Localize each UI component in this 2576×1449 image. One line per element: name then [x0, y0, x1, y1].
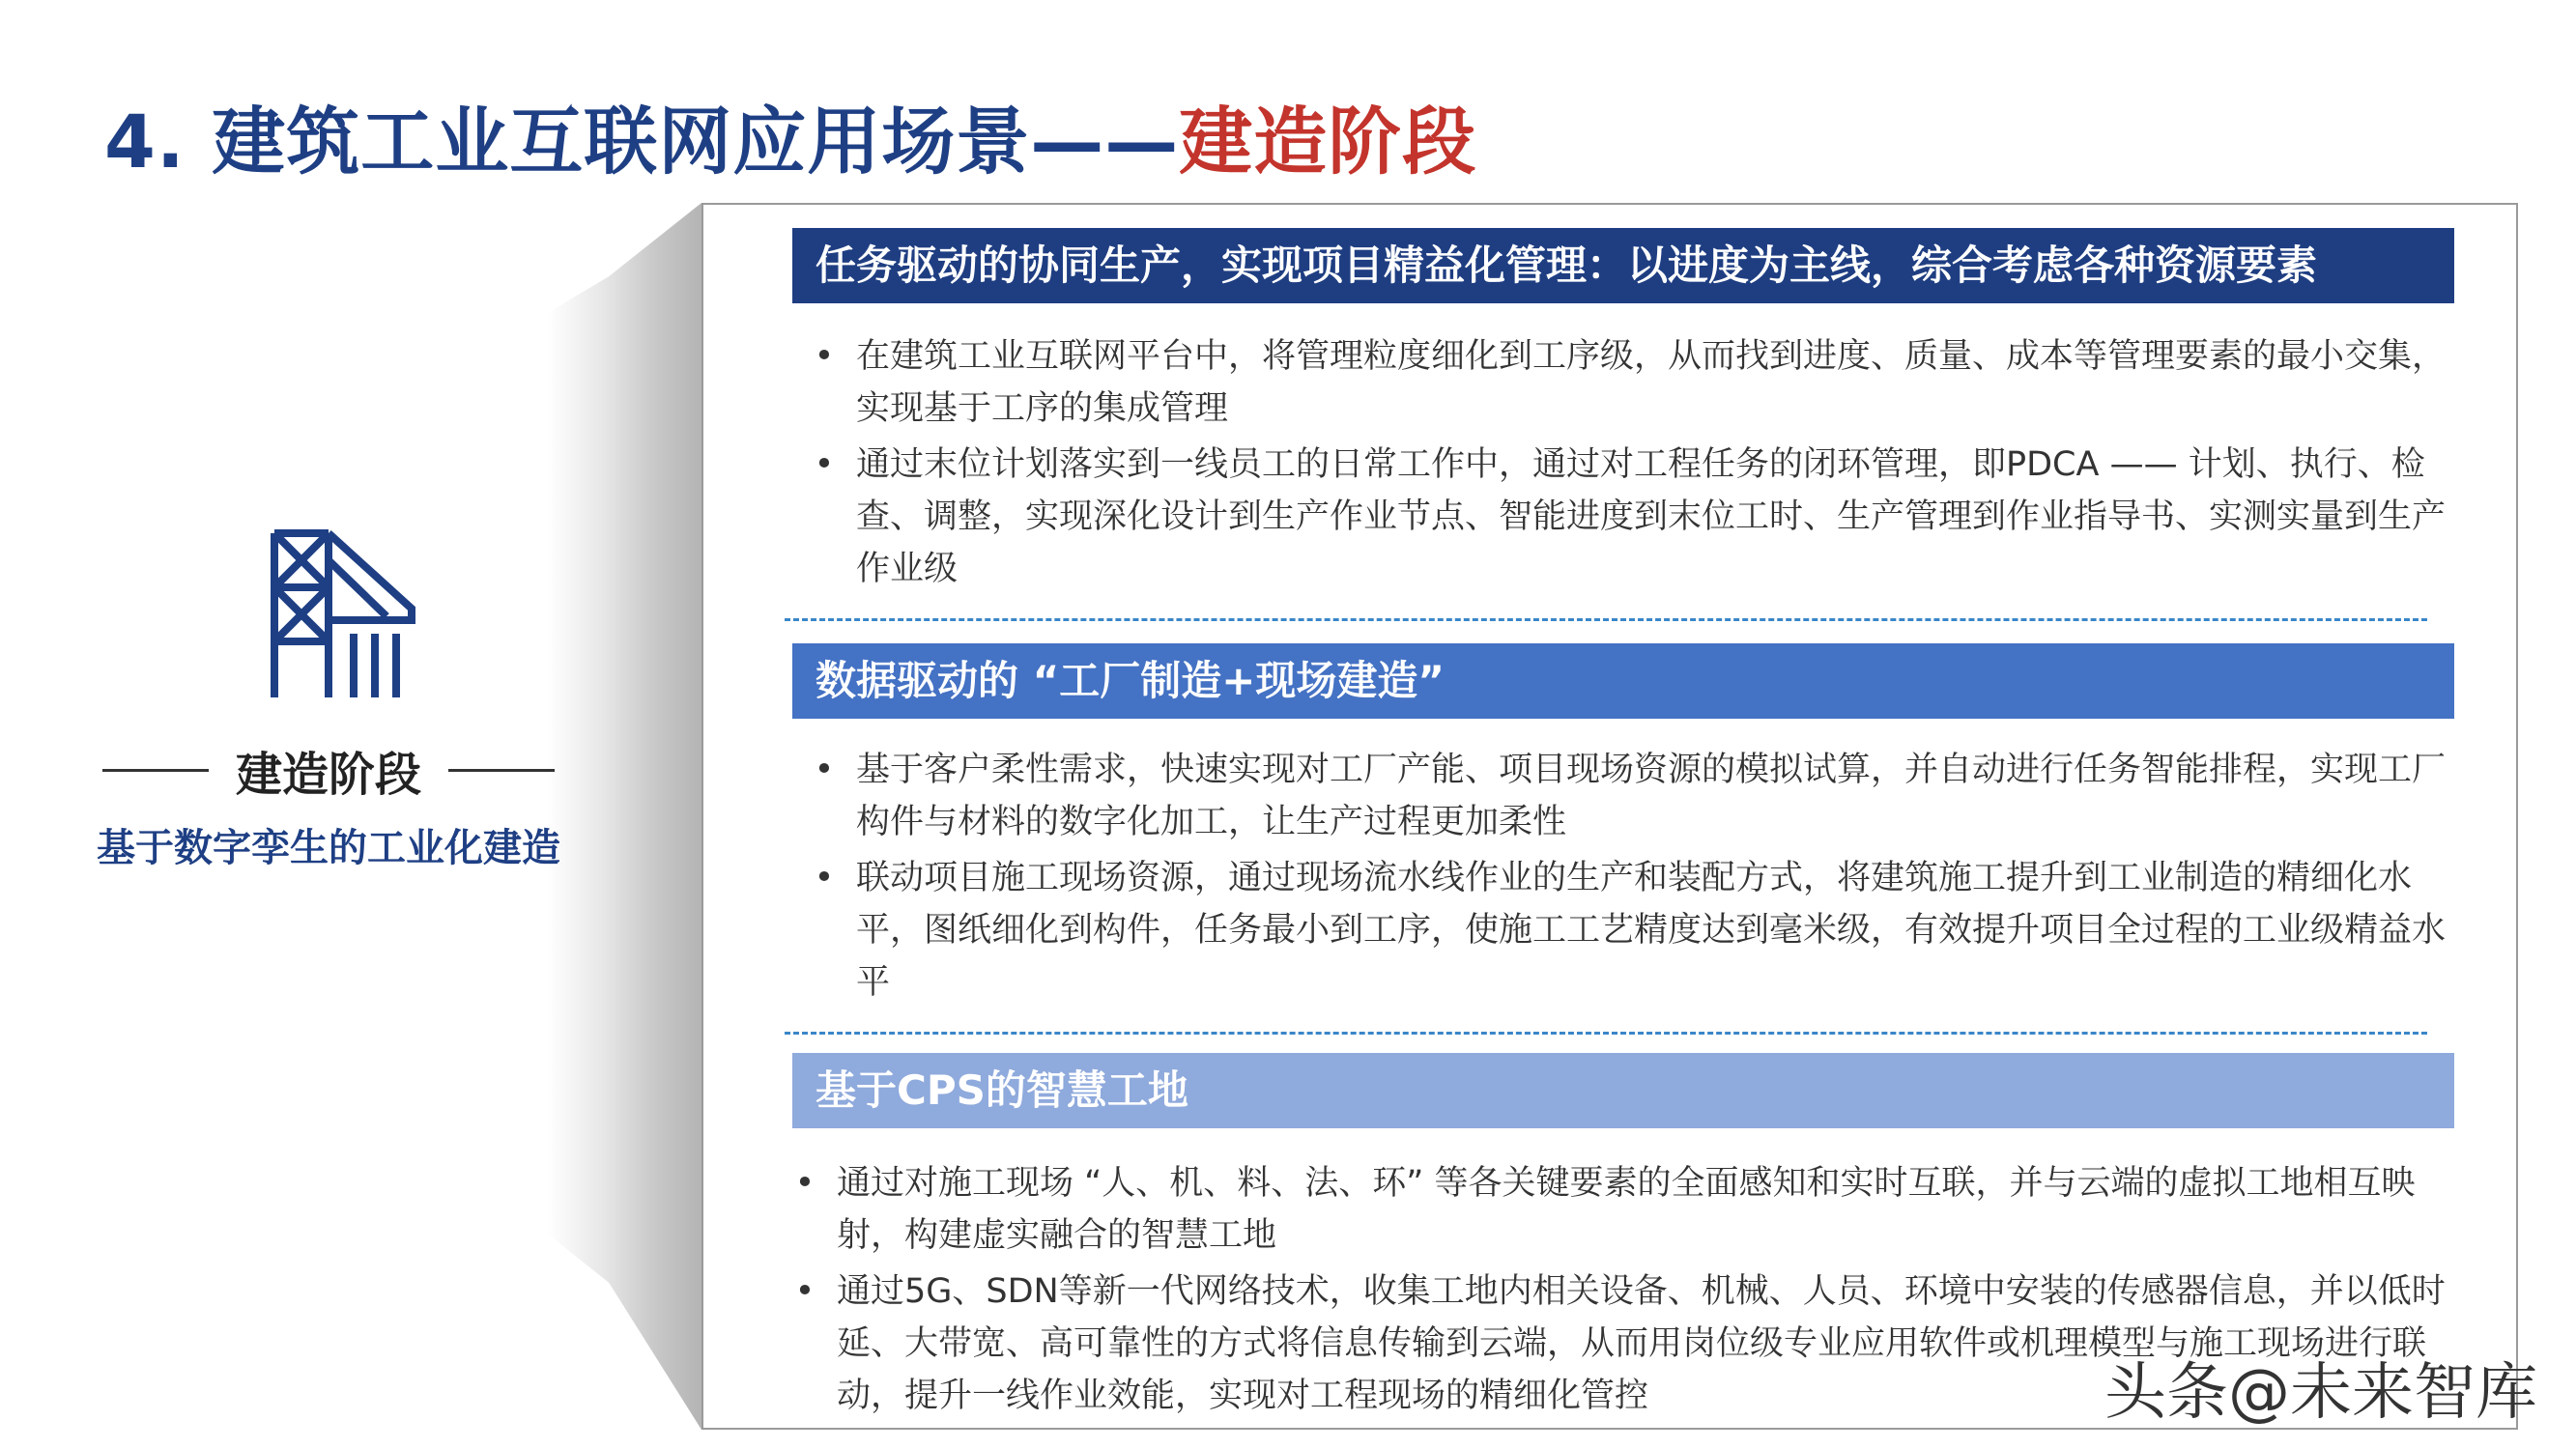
list-item — [773, 1157, 2454, 1262]
stage-line-left — [102, 769, 209, 772]
stage-line-right — [448, 769, 555, 772]
watermark-app: 头条 — [2104, 1357, 2228, 1429]
section-header-task-driven: 任务驱动的协同生产，实现项目精益化管理：以进度为主线，综合考虑各种资源要素 — [792, 228, 2454, 303]
crane-scaffold-icon — [267, 527, 421, 701]
stage-subtitle: 基于数字孪生的工业化建造 — [97, 826, 560, 870]
section-header-cps-site: 基于CPS的智慧工地 — [792, 1053, 2454, 1128]
list-item — [792, 439, 2454, 595]
bullet-text: 联动项目施工现场资源，通过现场流水线作业的生产和装配方式，将建筑施工提升到工业制造的精细化水平，图纸细化到构件，任务最小到工序，使施工工艺精度达到毫米级，有效提升项目全过程的工业级精益水平 — [856, 859, 2447, 1002]
bullet-dot: • — [814, 751, 835, 789]
list-item — [792, 330, 2454, 435]
gradient-panel — [547, 203, 701, 1430]
stage-title: 建造阶段 — [235, 747, 421, 802]
page-title-prefix: 4. 建筑工业互联网应用场景—— — [104, 99, 1180, 185]
bullet-dot: • — [794, 1164, 816, 1203]
bullet-text: 通过5G、SDN等新一代网络技术，收集工地内相关设备、机械、人员、环境中安装的传感器信息，并以低时延、大带宽、高可靠性的方式将信息传输到云端，从而用岗位级专业应用软件或机理模型与施工现场进行联动，提升一线作业效能，实现对工程现场的精细化管控 — [837, 1272, 2446, 1415]
section-divider — [785, 618, 2427, 621]
section-bullets-data-driven — [792, 744, 2454, 1012]
bullet-dot: • — [814, 859, 835, 897]
list-item — [792, 852, 2454, 1009]
bullet-text: 通过对施工现场 “人、机、料、法、环” 等各关键要素的全面感知和实时互联，并与云端的虚拟工地相互映射，构建虚实融合的智慧工地 — [837, 1164, 2416, 1255]
page-title — [104, 89, 1476, 195]
bullet-text: 在建筑工业互联网平台中，将管理粒度细化到工序级，从而找到进度、质量、成本等管理要素的最小交集，实现基于工序的集成管理 — [856, 337, 2447, 428]
section-header-data-driven: 数据驱动的 “工厂制造+现场建造” — [792, 643, 2454, 719]
bullet-dot: • — [814, 445, 835, 484]
bullet-text: 基于客户柔性需求，快速实现对工厂产能、项目现场资源的模拟试算，并自动进行任务智能排程，实现工厂构件与材料的数字化加工，让生产过程更加柔性 — [856, 751, 2447, 841]
watermark-handle: @未来智库 — [2228, 1357, 2537, 1429]
stage-row — [77, 736, 580, 804]
watermark — [2104, 1343, 2537, 1432]
bullet-dot: • — [814, 337, 835, 376]
page-title-highlight: 建造阶段 — [1179, 99, 1477, 185]
list-item — [792, 744, 2454, 848]
section-bullets-task-driven — [792, 330, 2454, 599]
bullet-dot: • — [794, 1272, 816, 1311]
section-divider — [785, 1032, 2427, 1035]
bullet-text: 通过末位计划落实到一线员工的日常工作中，通过对工程任务的闭环管理，即PDCA —— 计划、执行、检查、调整，实现深化设计到生产作业节点、智能进度到末位工时、生产管理到作业指导书、实测实量到生产作业级 — [856, 445, 2447, 588]
